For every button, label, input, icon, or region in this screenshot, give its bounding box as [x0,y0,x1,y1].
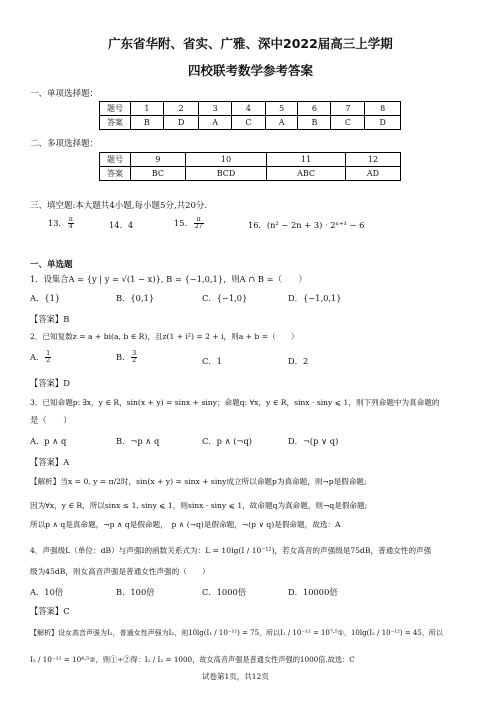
q3-option-c: C．p ∧ (¬q) [202,436,253,446]
q1-stem: 1．设集合A = {y | y = √(1 − x)}, B = {−1,0,1}，则A ∩ B =（ ） [30,274,307,284]
table-cell: 3 [199,102,231,116]
frac-num: 1 [46,350,51,357]
q1-answer: 【答案】B [30,314,70,324]
q1-option-b: B．{0,1} [116,293,155,303]
table-answer-label: 答案 [100,116,131,130]
detail-heading: 一、单选题 [30,260,73,270]
table-cell: 7 [331,102,365,116]
frac-num: 3 [132,350,137,357]
table-cell: 11 [267,153,346,167]
q2-option-b [116,351,138,364]
table-header-label: 题号 [100,153,131,167]
q1-option-c: C．{−1,0} [202,293,248,303]
table-cell: 1 [131,102,164,116]
q3-analysis-line2: 因为∀x，y ∈ R，所以sinx ≤ 1, siny ⩽ 1，则sinx · siny ⩽ 1，故命题q为真命题，则¬q是假命题; [30,501,368,510]
q16-answer: 16．(n² − 2n + 3) · 2ⁿ⁺¹ − 6 [248,220,365,230]
table-answer-label: 答案 [100,167,131,181]
table-row [100,102,401,116]
table-cell: 10 [185,153,266,167]
q2-b-fraction [131,351,137,364]
q4-analysis-line1: 【解析】设女高音声强为I₁，普通女性声强为I₂，则10lg(I₁ / 10⁻¹²) = 75，所以I₁ / 10⁻¹² = 10⁷·⁵①，10lg(I₂ / 10⁻¹²) = 45，所以 [30,629,443,637]
q4-stem-line2: 级为45dB，则女高音声强是普通女性声强的（ ） [30,567,210,576]
q13-label: 13． [48,218,67,228]
title-line1: 广东省华附、省实、广雅、深中2022届高三上学期 [108,36,393,51]
q15-label: 15． [174,218,193,228]
table-cell: AD [346,167,401,181]
q3-option-a: A．p ∧ q [30,436,67,446]
fill-q15 [174,217,205,230]
q14-answer: 14．4 [109,220,134,230]
q3-stem-line1: 3．已知命题p: ∃x，y ∈ R，sin(x + y) = sinx + siny；命题q: ∀x，y ∈ R，sinx · siny ⩽ 1，则下列命题中为真命题的 [30,398,440,407]
q2-option-d: D．2 [288,356,309,366]
part2-heading: 二、多项选择题： [30,139,99,149]
q3-analysis-line1: 【解析】当x = 0, y = π/2时，sin(x + y) = sinx + siny成立所以命题p为真命题，则¬p是假命题; [30,477,367,486]
table-cell: BCD [185,167,266,181]
q4-option-b: B．100倍 [116,587,155,597]
q2-a-fraction [45,351,51,364]
table-cell: 6 [298,102,331,116]
frac-den: 4 [68,223,73,230]
part3-heading: 三、填空题:本大题共4小题,每小题5分,共20分. [30,201,208,211]
table-row [100,167,401,181]
table-cell: 2 [163,102,199,116]
table-header-label: 题号 [100,102,131,116]
single-choice-table [99,101,401,130]
q3-answer: 【答案】A [30,457,70,467]
table-cell: C [231,116,265,130]
q2-answer: 【答案】D [30,378,70,388]
q4-option-d: D．10000倍 [288,587,338,597]
option-label: A． [30,352,45,362]
table-cell: B [298,116,331,130]
table-cell: D [163,116,199,130]
multi-choice-table [99,152,401,181]
table-cell: C [331,116,365,130]
frac-den: 2 [132,357,137,364]
table-cell: B [131,116,164,130]
q4-option-c: C．1000倍 [202,587,247,597]
part1-heading: 一、单项选择题： [30,89,99,99]
q4-answer: 【答案】C [30,606,70,616]
q4-stem-line1: 4．声强级L（单位：dB）与声强I的函数关系式为：L = 10lg(I / 10⁻¹²)，若女高音的声强级是75dB，普通女性的声强 [30,546,432,555]
q1-option-d: D．{−1,0,1} [288,293,342,303]
table-cell: D [365,116,401,130]
q3-analysis-line3: 所以p ∧ q是真命题，¬p ∧ q是假命题， p ∧ (¬q)是假命题，¬(p ∨ q)是假命题，故选：A [30,520,341,529]
fill-answers [48,217,75,230]
table-cell: 8 [365,102,401,116]
q13-fraction [68,217,74,230]
page-footer: 试卷第1页，共12页 [202,672,269,681]
frac-den: 2 [46,357,51,364]
q15-fraction [194,217,204,230]
table-cell: A [265,116,297,130]
table-cell: BC [131,167,186,181]
frac-den: 27 [194,223,203,230]
table-row [100,116,401,130]
q2-stem: 2．已知复数z = a + bi(a, b ∈ R)，且z(1 + i²) = 2 + i，则a + b =（ ） [30,332,299,341]
title-line2: 四校联考数学参考答案 [188,63,314,78]
table-row [100,153,401,167]
q3-stem-line2: 是（ ） [30,415,72,425]
q3-option-d: D．¬(p ∨ q) [288,436,339,446]
table-cell: 4 [231,102,265,116]
table-cell: 9 [131,153,186,167]
q2-option-a [30,351,52,364]
frac-num: π [194,217,204,224]
q4-analysis-line2: I₂ / 10⁻¹² = 10⁴·⁵②，则①÷②得：I₁ / I₂ = 1000，故女高音声强是普通女性声强的1000倍.故选：C [30,655,355,664]
table-cell: A [199,116,231,130]
table-cell: 12 [346,153,401,167]
table-cell: ABC [267,167,346,181]
frac-num: π [68,216,73,223]
q4-option-a: A．10倍 [30,587,64,597]
q1-option-a: A．{1} [30,293,61,303]
option-label: B． [116,352,131,362]
table-cell: 5 [265,102,297,116]
q2-option-c: C．1 [202,356,222,366]
q3-option-b: B．¬p ∧ q [116,436,160,446]
